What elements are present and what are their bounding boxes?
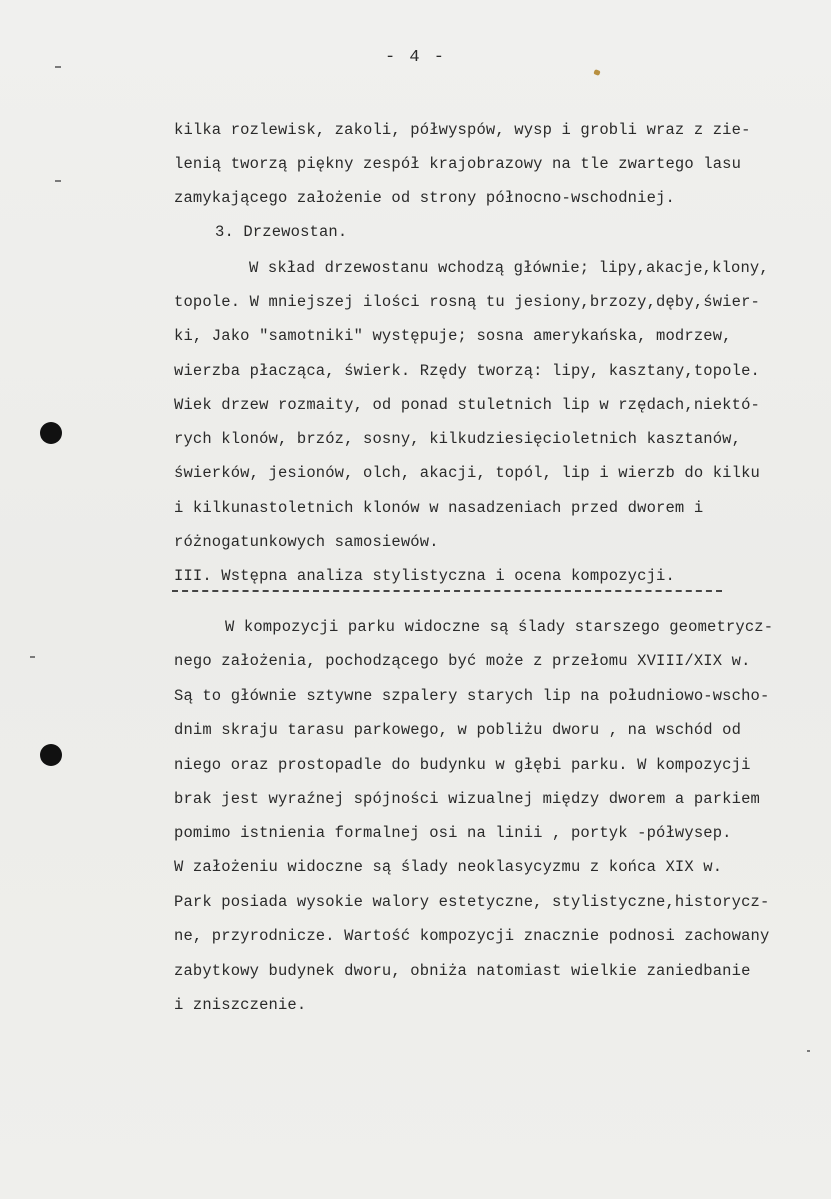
heading-underline bbox=[172, 590, 722, 592]
text-line: lenią tworzą piękny zespół krajobrazowy na tle zwartego lasu bbox=[174, 155, 742, 173]
text-line: pomimo istnienia formalnej osi na linii , portyk -półwysep. bbox=[174, 824, 732, 842]
text-line: ne, przyrodnicze. Wartość kompozycji znacznie podnosi zachowany bbox=[174, 927, 770, 945]
pencil-mark bbox=[593, 69, 600, 76]
text-line: rych klonów, brzóz, sosny, kilkudziesięcioletnich kasztanów, bbox=[174, 430, 742, 448]
text-line: W założeniu widoczne są ślady neoklasycyzmu z końca XIX w. bbox=[174, 858, 723, 876]
paper-speck bbox=[30, 656, 35, 658]
section-heading-drzewostan: 3. Drzewostan. bbox=[215, 223, 348, 241]
text-line: i kilkunastoletnich klonów w nasadzeniach przed dworem i bbox=[174, 499, 704, 517]
paper-speck bbox=[55, 180, 61, 182]
text-line: Park posiada wysokie walory estetyczne, stylistyczne,historycz- bbox=[174, 893, 770, 911]
text-line: topole. W mniejszej ilości rosną tu jesiony,brzozy,dęby,świer- bbox=[174, 293, 760, 311]
paper-speck bbox=[807, 1050, 810, 1052]
text-line: niego oraz prostopadle do budynku w głębi parku. W kompozycji bbox=[174, 756, 751, 774]
text-line: ki, Jako "samotniki" występuje; sosna amerykańska, modrzew, bbox=[174, 327, 732, 345]
text-line: świerków, jesionów, olch, akacji, topól, lip i wierzb do kilku bbox=[174, 464, 760, 482]
page-number: - 4 - bbox=[384, 48, 446, 67]
text-line: i zniszczenie. bbox=[174, 996, 307, 1014]
text-line: nego założenia, pochodzącego być może z przełomu XVIII/XIX w. bbox=[174, 652, 751, 670]
text-line: brak jest wyraźnej spójności wizualnej między dworem a parkiem bbox=[174, 790, 760, 808]
text-line: dnim skraju tarasu parkowego, w pobliżu dworu , na wschód od bbox=[174, 721, 742, 739]
text-line: kilka rozlewisk, zakoli, półwyspów, wysp i grobli wraz z zie- bbox=[174, 121, 751, 139]
text-line: W skład drzewostanu wchodzą głównie; lipy,akacje,klony, bbox=[249, 259, 769, 277]
text-line: zabytkowy budynek dworu, obniża natomiast wielkie zaniedbanie bbox=[174, 962, 751, 980]
text-line: zamykającego założenie od strony północno-wschodniej. bbox=[174, 189, 675, 207]
section-heading-analiza: III. Wstępna analiza stylistyczna i ocena kompozycji. bbox=[174, 567, 675, 585]
text-line: wierzba płacząca, świerk. Rzędy tworzą: lipy, kasztany,topole. bbox=[174, 362, 760, 380]
punch-hole-upper bbox=[40, 422, 62, 444]
text-line: Są to głównie sztywne szpalery starych lip na południowo-wscho- bbox=[174, 687, 770, 705]
paper-speck bbox=[55, 66, 61, 68]
text-line: W kompozycji parku widoczne są ślady starszego geometrycz- bbox=[225, 618, 774, 636]
punch-hole-lower bbox=[40, 744, 62, 766]
text-line: Wiek drzew rozmaity, od ponad stuletnich lip w rzędach,niektó- bbox=[174, 396, 760, 414]
text-line: różnogatunkowych samosiewów. bbox=[174, 533, 439, 551]
